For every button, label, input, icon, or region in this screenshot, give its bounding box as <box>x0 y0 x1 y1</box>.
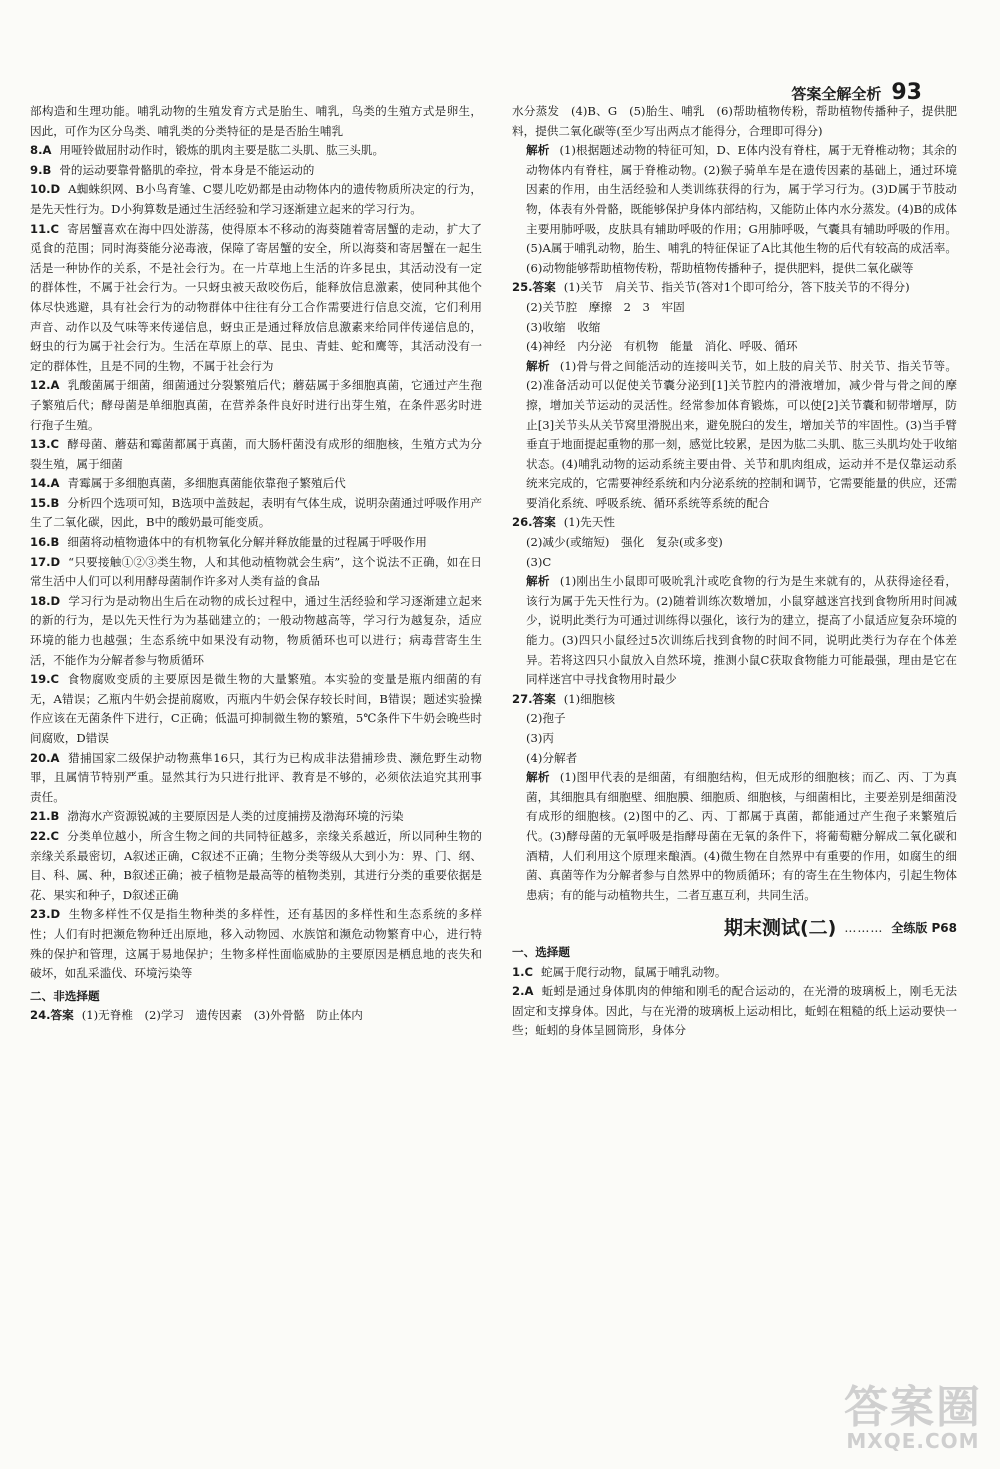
answer-line: (3)丙 <box>526 731 555 745</box>
answer-text: 分析四个选项可知，B选项中盖鼓起，表明有气体生成，说明杂菌通过呼吸作用产生了二氧化碳，因此，B中的酸奶最可能变质。 <box>30 495 482 530</box>
answer-text: 学习行为是动物出生后在动物的成长过程中，通过生活经验和学习逐渐建立起来的新的行为，是以先天性行为为基础建立的；一般动物越高等，学习行为越复杂，适应环境的能力也越强；生态系统中如果没有动物，物质循环也可以进行；病毒营寄生生活，不能作为分解者参与物质循环 <box>30 593 482 667</box>
answer-line: (2)孢子 <box>526 711 566 726</box>
answer-number: 11.C <box>30 221 60 236</box>
answer-item <box>512 982 957 1041</box>
answer-item-27 <box>512 690 957 906</box>
answer-text: 骨的运动要靠骨骼肌的牵拉，骨本身是不能运动的 <box>59 162 315 177</box>
answer-line: (2)关节腔 摩擦 2 3 牢固 <box>526 299 685 314</box>
answer-text: 部构造和生理功能。哺乳动物的生殖发育方式是胎生、哺乳，鸟类的生殖方式是卵生，因此，可作为区分鸟类、哺乳类的分类特征的是是否胎生哺乳 <box>30 104 482 138</box>
right-column <box>512 102 957 1041</box>
analysis-text: (1)根据题述动物的特征可知，D、E体内没有脊柱，属于无脊椎动物；其余的动物体内有脊柱，属于脊椎动物。(2)猴子骑单车是在遗传因素的基础上，通过环境因素的作用，由生活经验和人类训练获得的行为，属于学习行为。(3)D属于节肢动物，体表有外骨骼，既能够保护身体内部结构，又能防止体内水分蒸发。(4)B的成体主要用肺呼吸，皮肤具有辅助呼吸的作用；G用肺呼吸，气囊具有辅助呼吸的作用。(5)A属于哺乳动物，胎生、哺乳的特征保证了A比其他生物的后代有较高的成活率。(6)动物能够帮助植物传粉，帮助植物传播种子，提供肥料，提供二氧化碳等 <box>526 143 957 275</box>
answer-item <box>30 592 482 670</box>
answer-item <box>30 435 482 474</box>
answer-number: 19.C <box>30 672 60 687</box>
answer-line: (3)收缩 收缩 <box>526 319 601 334</box>
answer-text: 青霉属于多细胞真菌，多细胞真菌能依靠孢子繁殖后代 <box>67 476 346 491</box>
answer-number: 25.答案 <box>512 280 556 295</box>
answer-number: 20.A <box>30 750 60 765</box>
answer-text: 乳酸菌属于细菌，细菌通过分裂繁殖后代；蘑菇属于多细胞真菌，它通过产生孢子繁殖后代；酵母菌是单细胞真菌，在营养条件良好时进行出芽生殖，在条件恶劣时进行孢子生殖。 <box>30 378 482 432</box>
answer-number: 23.D <box>30 907 61 922</box>
analysis-label: 解析 <box>526 358 550 373</box>
answer-line: (2)减少(或缩短) 强化 复杂(或多变) <box>526 535 723 550</box>
answer-number: 24.答案 <box>30 1008 74 1023</box>
answer-item <box>30 474 482 494</box>
answer-number: 26.答案 <box>512 515 556 530</box>
answer-number: 2.A <box>512 984 534 999</box>
answer-item-25 <box>512 278 957 513</box>
section-heading: 一、选择题 <box>512 944 570 959</box>
answer-item <box>30 533 482 553</box>
answer-text: 酵母菌、蘑菇和霉菌都属于真菌，而大肠杆菌没有成形的细胞核，生殖方式为分裂生殖，属于细菌 <box>30 437 482 471</box>
answer-text: 蚯蚓是通过身体肌肉的伸缩和刚毛的配合运动的，在光滑的玻璃板上，刚毛无法固定和支撑身体。因此，与在光滑的玻璃板上运动相比，蚯蚓在粗糙的纸上运动要快一些；蚯蚓的身体呈圆筒形，身体分 <box>512 984 957 1038</box>
answer-line: (1)细胞核 <box>563 691 615 706</box>
analysis-label: 解析 <box>526 770 550 785</box>
answer-number: 14.A <box>30 476 60 491</box>
answer-line: (1)先天性 <box>563 515 615 530</box>
answer-number: 16.B <box>30 535 60 550</box>
answer-number: 12.A <box>30 378 60 393</box>
answer-line: (4)分解者 <box>526 750 578 765</box>
analysis-26 <box>512 572 957 690</box>
answer-item-24 <box>30 1006 482 1026</box>
analysis-27 <box>512 768 957 905</box>
answer-item <box>30 827 482 905</box>
answer-number: 1.C <box>512 964 533 979</box>
answer-text: 用哑铃做屈肘动作时，锻炼的肌肉主要是肱二头肌、肱三头肌。 <box>59 143 385 158</box>
answer-text: 蛇属于爬行动物，鼠属于哺乳动物。 <box>540 964 727 979</box>
watermark-text: 答案圈 <box>844 1382 982 1433</box>
answer-text: 渤海水产资源锐减的主要原因是人类的过度捕捞及渤海环境的污染 <box>67 809 404 824</box>
answer-number: 10.D <box>30 182 61 197</box>
answer-item-26 <box>512 513 957 689</box>
answer-item <box>30 807 482 827</box>
exam-reference: 全练版 P68 <box>891 921 957 936</box>
answer-number: 27.答案 <box>512 691 556 706</box>
answer-line: (3)C <box>526 554 552 569</box>
answer-text: “只要接触①②③类生物，人和其他动植物就会生病”，这个说法不正确，如在日常生活中人们可以利用酵母菌制作许多对人类有益的食品 <box>30 554 482 589</box>
answer-text: 寄居蟹喜欢在海中四处游荡，使得原本不移动的海葵随着寄居蟹的走动，扩大了觅食的范围；同时海葵能分泌毒液，保障了寄居蟹的安全，所以海葵和寄居蟹在一起生活是一种协作的关系，不是社会行为。在一片草地上生活的许多昆虫，其活动没有一定的群体性，不属于社会行为。一只蚜虫被天敌咬伤后，能释放信息激素，使同种其他个体尽快逃避，具有社会行为的动物群体中往往有分工合作需要进行信息交流，它们利用声音、动作以及气味等来传递信息，蚜虫正是通过释放信息激素来给同伴传递信息的，蚜虫的行为属于社会行为。生活在草原上的草、昆虫、青蛙、蛇和鹰等，其活动没有一定的群体性，且是不同的生物，不属于社会行为 <box>30 221 482 373</box>
analysis-text: (1)刚出生小鼠即可吸吮乳汁或吃食物的行为是生来就有的，从获得途径看，该行为属于先天性行为。(2)随着训练次数增加，小鼠穿越迷宫找到食物所用时间减少，说明此类行为可通过训练得以强化，该行为的建立，提高了小鼠适应复杂环境的能力。(3)四只小鼠经过5次训练后找到食物的时间不同，说明此类行为存在个体差异。若将这四只小鼠放入自然环境，推测小鼠C获取食物能力可能最强，理由是它在同样迷宫中寻找食物用时最少 <box>526 574 957 687</box>
answer-item <box>30 161 482 181</box>
exam-answer-list <box>512 963 957 1041</box>
answer-item <box>30 180 482 219</box>
header-title: 答案全解全析 <box>791 85 882 103</box>
answer-number: 13.C <box>30 437 60 452</box>
answer-item <box>30 749 482 808</box>
answer-item <box>512 963 957 983</box>
answer-text: A蜘蛛织网、B小鸟育雏、C婴儿吃奶都是由动物体内的遗传物质所决定的行为，是先天性行为。D小狗算数是通过生活经验和学习逐渐建立起来的学习行为。 <box>30 182 482 216</box>
answer-text: 生物多样性不仅是指生物种类的多样性，还有基因的多样性和生态系统的多样性；人们有时把濒危物种迁出原地，移入动物园、水族馆和濒危动物繁育中心，进行特殊的保护和管理，这属于易地保护；生物多样性面临威胁的主要原因是栖息地的丧失和破坏，如乱采滥伐、环境污染等 <box>30 907 482 981</box>
exam-heading <box>512 919 957 939</box>
section-heading: 二、非选择题 <box>30 988 100 1003</box>
answer-text: 食物腐败变质的主要原因是微生物的大量繁殖。本实验的变量是瓶内细菌的有无，A错误；乙瓶内牛奶会提前腐败，丙瓶内牛奶会保存较长时间，B错误；题述实验操作应该在无菌条件下进行，C正确；低温可抑制微生物的繁殖，5℃条件下牛奶会晚些时间腐败，D错误 <box>30 672 482 745</box>
answer-number: 18.D <box>30 593 61 608</box>
answer-number: 22.C <box>30 828 60 843</box>
analysis-25 <box>512 357 957 514</box>
analysis-text: (1)图甲代表的是细菌，有细胞结构，但无成形的细胞核；而乙、丙、丁为真菌，其细胞具有细胞壁、细胞膜、细胞质、细胞核，与细菌相比，主要差别是细菌没有成形的细胞核。(2)图中的乙、丙、丁都属于真菌，都能通过产生孢子来繁殖后代。(3)酵母菌的无氧呼吸是指酵母菌在无氧的条件下，将葡萄糖分解成二氧化碳和酒精，人们利用这个原理来酿酒。(4)微生物在自然界中有重要的作用，如腐生的细菌、真菌等作为分解者参与自然界中的物质循环；有的寄生在生物体内，引起生物体患病；有的能与动植物共生，二者互惠互利，共同生活。 <box>526 770 957 902</box>
answer-number: 8.A <box>30 143 52 158</box>
answer-item <box>30 670 482 748</box>
answer-continuation: 水分蒸发 (4)B、G (5)胎生、哺乳 (6)帮助植物传粉，帮助植物传播种子，提供肥料，提供二氧化碳等(至少写出两点才能得分，合理即可得分) <box>512 104 957 138</box>
answer-item <box>30 905 482 983</box>
page-number: 93 <box>891 80 922 105</box>
answer-item <box>30 102 482 141</box>
analysis-label: 解析 <box>526 574 550 589</box>
left-answer-list <box>30 102 482 984</box>
answer-number: 9.B <box>30 162 52 177</box>
answer-item <box>30 494 482 533</box>
answer-text: (1)无脊椎 (2)学习 遗传因素 (3)外骨骼 防止体内 <box>81 1008 363 1023</box>
answer-number: 21.B <box>30 809 60 824</box>
exam-title: 期末测试(二) <box>723 917 837 940</box>
answer-item <box>30 553 482 592</box>
watermark-logo <box>844 1371 982 1453</box>
answer-item <box>30 220 482 377</box>
answer-item <box>30 376 482 435</box>
watermark-url: MXQE.COM <box>846 1429 980 1453</box>
analysis-label: 解析 <box>526 143 550 158</box>
answer-text: 猎捕国家二级保护动物燕隼16只，其行为已构成非法猎捕珍贵、濒危野生动物罪，且属情节特别严重。显然其行为只进行批评、教育是不够的，必须依法追究其刑事责任。 <box>30 750 482 804</box>
answer-text: 细菌将动植物遗体中的有机物氧化分解并释放能量的过程属于呼吸作用 <box>67 535 427 550</box>
exam-dots: ……… <box>844 921 884 936</box>
answer-number: 17.D <box>30 554 61 569</box>
answer-text: 分类单位越小，所含生物之间的共同特征越多，亲缘关系越近，所以同种生物的亲缘关系最密切，A叙述正确，C叙述不正确；生物分类等级从大到小为：界、门、纲、目、科、属、种，B叙述正确；被子植物是最高等的植物类别，其进行分类的重要依据是花、果实和种子，D叙述正确 <box>30 828 482 902</box>
left-column <box>30 102 482 1026</box>
answer-number: 15.B <box>30 495 60 510</box>
analysis-text: (1)骨与骨之间能活动的连接叫关节，如上肢的肩关节、肘关节、指关节等。(2)准备活动可以促使关节囊分泌到[1]关节腔内的滑液增加，减少骨与骨之间的摩擦，增加关节运动的灵活性。经常参加体育锻炼，可以使[2]关节囊和韧带增厚，防止[3]关节头从关节窝里滑脱出来，避免脱臼的发生，增加关节的牢固性。(3)当手臂垂直于地面提起重物的那一刻，感觉比较累，是因为肱二头肌、肱三头肌均处于收缩状态。(4)哺乳动物的运动系统主要由骨、关节和肌肉组成，运动并不是仅靠运动系统来完成的，它需要神经系统和内分泌系统的控制和调节，它需要能量的供应，还需要消化系统、呼吸系统、循环系统等系统的配合 <box>526 358 957 510</box>
answer-line: (4)神经 内分泌 有机物 能量 消化、呼吸、循环 <box>526 339 798 354</box>
analysis-24 <box>512 141 957 278</box>
answer-line: (1)关节 肩关节、指关节(答对1个即可给分，答下肢关节的不得分) <box>563 280 910 295</box>
answer-item <box>30 141 482 161</box>
